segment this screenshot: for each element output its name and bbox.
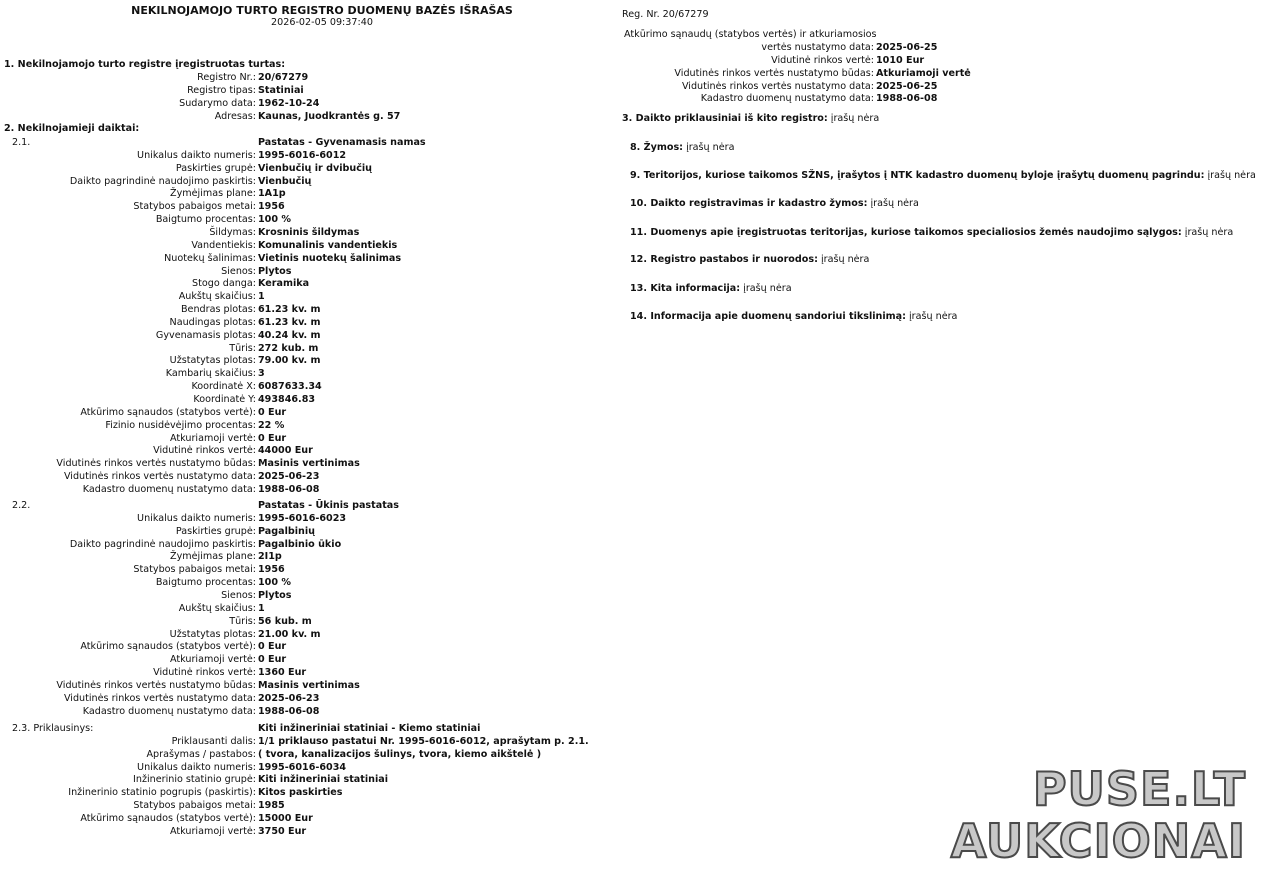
watermark-line2: AUKCIONAI: [950, 814, 1246, 868]
item-2-1-row-label: Gyvenamasis plotas:: [155, 329, 256, 341]
right-section-value: įrašų nėra: [1181, 227, 1234, 238]
item-2-1-row-value: 2025-06-23: [258, 471, 320, 483]
right-section: [630, 198, 919, 209]
item-2-3-row-label: Inžinerinio statinio grupė:: [133, 774, 256, 786]
right-section: [630, 227, 1233, 238]
item-2-1-row-value: 272 kub. m: [258, 342, 319, 354]
item-2-1-row-label: Koordinatė X:: [191, 381, 256, 393]
item-2-2-row-label: Užstatytas plotas:: [169, 628, 256, 640]
item-2-2-row-value: 0 Eur: [258, 654, 287, 666]
item-2-1-row-value: 1995-6016-6012: [258, 149, 347, 161]
right-row-label: Vidutinės rinkos vertės nustatymo data:: [681, 80, 874, 92]
right-row-value: Atkuriamoji vertė: [876, 67, 971, 79]
item-2-2-row-value: Pagalbinio ūkio: [258, 538, 342, 550]
item-2-1-row-label: Tūris:: [229, 342, 256, 354]
item-2-1-row-value: 79.00 kv. m: [258, 355, 321, 367]
section-1-row-value: 1962-10-24: [258, 97, 320, 109]
right-section-value: įrašų nėra: [867, 198, 919, 209]
item-2-2-row-value: 2025-06-23: [258, 692, 320, 704]
item-2-1-row-label: Atkūrimo sąnaudos (statybos vertė):: [80, 406, 256, 418]
item-2-1-row-label: Aukštų skaičius:: [178, 291, 256, 303]
reg-nr-label: Reg. Nr. 20/67279: [622, 9, 709, 20]
item-2-2-row-label: Žymėjimas plane:: [170, 551, 256, 563]
item-2-3-row-label: Unikalus daikto numeris:: [137, 761, 256, 773]
item-2-3-number: 2.3. Priklausinys:: [12, 723, 94, 734]
item-2-2-row-value: Masinis vertinimas: [258, 679, 360, 691]
right-row-value: 1988-06-08: [876, 93, 938, 105]
item-2-1-row-label: Šildymas:: [209, 226, 256, 238]
item-2-2-row-value: 1988-06-08: [258, 705, 320, 717]
right-row-value: 1010 Eur: [876, 54, 925, 66]
item-2-1-row-value: Vienbučių: [258, 175, 312, 187]
item-2-1-row-label: Nuotekų šalinimas:: [164, 252, 256, 264]
section-1-row-label: Registro tipas:: [187, 84, 256, 96]
document-header-title: NEKILNOJAMOJO TURTO REGISTRO DUOMENŲ BAZĖS IŠRAŠAS: [131, 4, 513, 17]
item-2-1-row-label: Paskirties grupė:: [175, 162, 256, 174]
item-2-1-heading: Pastatas - Gyvenamasis namas: [258, 137, 426, 148]
item-2-2-row-label: Atkuriamoji vertė:: [169, 654, 256, 666]
item-2-2-row-value: Pagalbinių: [258, 525, 315, 537]
right-section: [622, 113, 879, 124]
item-2-1-row-value: 493846.83: [258, 394, 316, 405]
item-2-2-row-label: Aukštų skaičius:: [178, 602, 256, 614]
item-2-1-row-label: Kadastro duomenų nustatymo data:: [82, 483, 256, 495]
item-2-1-row-value: 40.24 kv. m: [258, 329, 321, 341]
section-1-row-label: Sudarymo data:: [179, 97, 256, 109]
item-2-2-row-label: Unikalus daikto numeris:: [137, 512, 256, 524]
item-2-1-row-value: Komunalinis vandentiekis: [258, 239, 398, 251]
item-2-2-number: 2.2.: [12, 500, 31, 511]
section-1-row-label: Registro Nr.:: [197, 72, 256, 83]
item-2-2-row-label: Vidutinės rinkos vertės nustatymo būdas:: [56, 679, 256, 691]
item-2-2-row-value: 1360 Eur: [258, 667, 307, 679]
right-section-title: 12. Registro pastabos ir nuorodos:: [630, 254, 818, 265]
item-2-2-row-value: 1956: [258, 564, 285, 576]
right-section-title: 13. Kita informacija:: [630, 283, 741, 294]
section-1-title: 1. Nekilnojamojo turto registre įregistruotas turtas:: [4, 59, 286, 70]
item-2-1-row-label: Vidutinė rinkos vertė:: [153, 445, 256, 457]
item-2-1-row-label: Užstatytas plotas:: [169, 355, 256, 367]
item-2-2-row-label: Paskirties grupė:: [175, 525, 256, 537]
right-row-label: Vidutinė rinkos vertė:: [771, 54, 874, 66]
item-2-2-heading: Pastatas - Ūkinis pastatas: [258, 500, 399, 511]
item-2-1-row-label: Baigtumo procentas:: [155, 214, 256, 226]
right-section-value: įrašų nėra: [683, 142, 735, 153]
item-2-2-row-value: 0 Eur: [258, 641, 287, 653]
item-2-2-row-label: Atkūrimo sąnaudos (statybos vertė):: [80, 641, 256, 653]
item-2-1-row-label: Žymėjimas plane:: [170, 188, 256, 200]
right-section-value: įrašų nėra: [905, 311, 958, 322]
item-2-3-row-label: Inžinerinio statinio pogrupis (paskirtis):: [68, 787, 256, 799]
right-row-label: Vidutinės rinkos vertės nustatymo būdas:: [674, 67, 874, 79]
item-2-2-row-value: 2I1p: [258, 551, 282, 563]
item-2-1-row-value: 1956: [258, 201, 285, 213]
right-section-title: 8. Žymos:: [630, 142, 684, 153]
section-1-row-label: Adresas:: [214, 110, 256, 122]
item-2-2-row-value: 100 %: [258, 577, 291, 589]
item-2-1-row-value: Plytos: [258, 265, 292, 277]
item-2-2-row-value: 1: [258, 602, 265, 614]
section-1-row-value: Kaunas, Juodkrantės g. 57: [258, 110, 401, 122]
right-section-value: įrašų nėra: [817, 254, 870, 265]
right-section: [630, 283, 792, 294]
item-2-1-row-label: Daikto pagrindinė naudojimo paskirtis:: [69, 175, 256, 187]
item-2-1-row-label: Koordinatė Y:: [193, 394, 256, 405]
right-section: [630, 254, 869, 265]
item-2-3-row-value: 1/1 priklauso pastatui Nr. 1995-6016-6012, aprašytam p. 2.1.: [258, 735, 589, 747]
item-2-1-row-value: 3: [258, 368, 265, 380]
item-2-1-row-label: Atkuriamoji vertė:: [169, 432, 256, 444]
item-2-2-row-value: 56 kub. m: [258, 615, 312, 627]
item-2-2-row-value: 21.00 kv. m: [258, 628, 321, 640]
right-section-value: įrašų nėra: [827, 113, 880, 124]
document-datetime: 2026-02-05 09:37:40: [271, 17, 373, 28]
item-2-1-row-value: 0 Eur: [258, 432, 287, 444]
right-row-value: 2025-06-25: [876, 42, 938, 53]
item-2-2-row-label: Baigtumo procentas:: [155, 577, 256, 589]
right-row-label: vertės nustatymo data:: [761, 42, 874, 53]
item-2-1-row-label: Stogo danga:: [192, 278, 256, 290]
item-2-2-row-label: Statybos pabaigos metai:: [133, 564, 256, 576]
item-2-2-row-label: Vidutinė rinkos vertė:: [153, 667, 256, 679]
item-2-1-row-value: 1988-06-08: [258, 483, 320, 495]
item-2-1-row-value: 1A1p: [258, 188, 286, 200]
item-2-3-row-label: Statybos pabaigos metai:: [133, 800, 256, 812]
item-2-1-row-label: Fizinio nusidėvėjimo procentas:: [105, 419, 256, 431]
item-2-1-row-value: 44000 Eur: [258, 445, 313, 457]
right-section-title: 14. Informacija apie duomenų sandoriui tikslinimą:: [630, 311, 906, 322]
item-2-1-row-value: 100 %: [258, 214, 291, 226]
item-2-3-row-label: Atkuriamoji vertė:: [169, 825, 256, 837]
right-section-title: 9. Teritorijos, kuriose taikomos SŽNS, įrašytos į NTK kadastro duomenų byloje įrašytų duomenų pagrindu:: [630, 170, 1205, 181]
item-2-1-row-label: Vidutinės rinkos vertės nustatymo būdas:: [56, 458, 256, 470]
item-2-1-number: 2.1.: [12, 137, 31, 148]
item-2-3-row-label: Aprašymas / pastabos:: [146, 748, 256, 760]
item-2-1-row-value: 1: [258, 291, 265, 303]
item-2-2-row-value: 1995-6016-6023: [258, 512, 347, 524]
item-2-1-row-label: Bendras plotas:: [180, 304, 256, 316]
item-2-3-row-value: 15000 Eur: [258, 812, 313, 824]
item-2-1-row-value: Vienbučių ir dvibučių: [258, 162, 372, 174]
right-section: [630, 311, 957, 322]
item-2-2-row-label: Kadastro duomenų nustatymo data:: [82, 705, 256, 717]
item-2-2-row-label: Tūris:: [229, 615, 256, 627]
item-2-3-heading: Kiti inžineriniai statiniai - Kiemo statiniai: [258, 723, 481, 734]
item-2-1-row-label: Unikalus daikto numeris:: [137, 149, 256, 161]
right-section-value: įrašų nėra: [740, 283, 792, 294]
item-2-1-row-label: Sienos:: [221, 265, 256, 277]
right-section: [630, 142, 735, 153]
item-2-2-row-value: Plytos: [258, 589, 292, 601]
item-2-1-row-label: Statybos pabaigos metai:: [133, 201, 256, 213]
right-row-label: Kadastro duomenų nustatymo data:: [700, 93, 874, 105]
item-2-1-row-value: Vietinis nuotekų šalinimas: [258, 252, 402, 264]
item-2-3-row-value: 1995-6016-6034: [258, 761, 347, 773]
item-2-1-row-value: Krosninis šildymas: [258, 226, 360, 238]
item-2-3-row-value: 1985: [258, 800, 285, 812]
item-2-2-row-label: Vidutinės rinkos vertės nustatymo data:: [63, 692, 256, 704]
right-section-title: 10. Daikto registravimas ir kadastro žymos:: [630, 198, 868, 209]
item-2-2-row-label: Daikto pagrindinė naudojimo paskirtis:: [69, 538, 256, 550]
item-2-3-row-value: 3750 Eur: [258, 825, 307, 837]
item-2-1-row-value: Keramika: [258, 278, 310, 290]
section-1-row-value: 20/67279: [258, 72, 309, 83]
item-2-2-row-label: Sienos:: [221, 589, 256, 601]
item-2-3-row-label: Priklausanti dalis:: [171, 735, 256, 747]
right-section-title: 11. Duomenys apie įregistruotas teritorijas, kuriose taikomos specialiosios žemės naudojimo sąlygos:: [630, 227, 1182, 238]
item-2-1-row-value: 0 Eur: [258, 406, 287, 418]
item-2-1-row-label: Naudingas plotas:: [169, 316, 256, 328]
item-2-1-row-value: 22 %: [258, 419, 285, 431]
item-2-1-row-label: Vandentiekis:: [191, 239, 256, 251]
item-2-3-row-value: Kitos paskirties: [258, 787, 343, 799]
right-row-value: 2025-06-25: [876, 80, 938, 92]
watermark-line1: PUSE.LT: [1032, 762, 1246, 816]
item-2-1-row-value: 61.23 kv. m: [258, 316, 321, 328]
item-2-1-row-value: 61.23 kv. m: [258, 304, 321, 316]
right-section-title: 3. Daikto priklausiniai iš kito registro:: [622, 113, 828, 124]
item-2-1-row-label: Vidutinės rinkos vertės nustatymo data:: [63, 471, 256, 483]
section-1-row-value: Statiniai: [258, 84, 304, 96]
item-2-3-row-value: Kiti inžineriniai statiniai: [258, 774, 389, 786]
item-2-1-row-value: Masinis vertinimas: [258, 458, 360, 470]
item-2-3-row-label: Atkūrimo sąnaudos (statybos vertė):: [80, 812, 256, 824]
item-2-1-row-value: 6087633.34: [258, 381, 322, 393]
item-2-3-row-value: ( tvora, kanalizacijos šulinys, tvora, kiemo aikštelė ): [258, 748, 542, 760]
section-2-title: 2. Nekilnojamieji daiktai:: [4, 123, 140, 134]
right-section: [630, 170, 1256, 181]
right-continuation-label: Atkūrimo sąnaudų (statybos vertės) ir atkuriamosios: [624, 29, 877, 40]
right-section-value: įrašų nėra: [1204, 170, 1256, 181]
item-2-1-row-label: Kambarių skaičius:: [165, 368, 256, 380]
